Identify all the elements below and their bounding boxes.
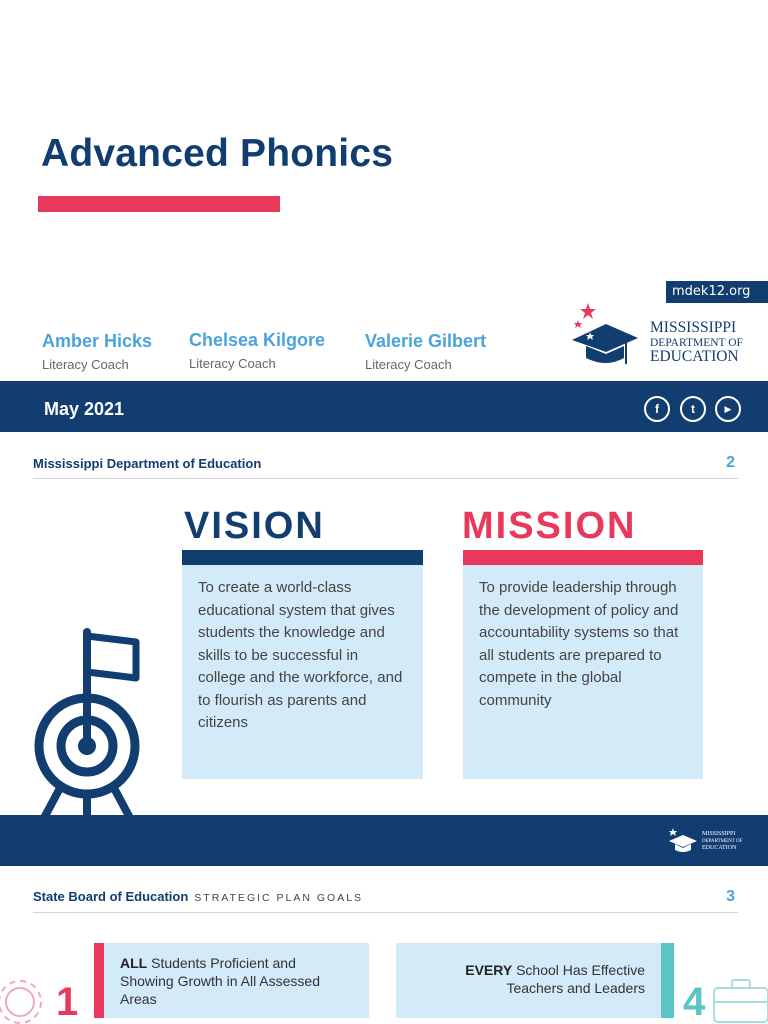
goal-accent-bar (661, 943, 674, 1018)
vision-mission-slide (0, 432, 768, 866)
presenter-2 (189, 330, 325, 371)
mission-heading: MISSION (462, 505, 637, 547)
youtube-glyph: ▶ (717, 398, 739, 420)
presenter-3 (365, 331, 486, 372)
presentation-date: May 2021 (44, 399, 125, 419)
presenter-role: Literacy Coach (189, 356, 276, 371)
slide-header: Mississippi Department of Education (33, 456, 262, 471)
graduation-cap-icon (668, 827, 700, 855)
header-divider (33, 478, 738, 479)
target-flag-icon (30, 628, 145, 818)
presenter-name: Amber Hicks (42, 331, 153, 351)
goal-card-4 (396, 943, 661, 1018)
date-band (0, 381, 768, 432)
footer-logo-line-3: EDUCATION (702, 845, 737, 851)
graduation-cap-icon (570, 302, 650, 372)
title-slide (0, 0, 768, 432)
vision-heading: VISION (184, 505, 325, 547)
presenter-name: Chelsea Kilgore (189, 330, 326, 350)
goal-text: Students Proficient and Showing Growth in All Assessed Areas (120, 955, 320, 1007)
presenter-role: Literacy Coach (42, 357, 129, 372)
footer-logo-line-1: MISSISSIPPI (702, 831, 736, 837)
slide-header-title: State Board of Education (33, 889, 189, 904)
twitter-icon[interactable] (680, 396, 706, 422)
presentation-title: Advanced Phonics (41, 132, 394, 175)
logo-wordmark (650, 320, 743, 365)
goal-lead: EVERY (465, 962, 513, 978)
footer-logo-wordmark (702, 831, 742, 852)
presenter-1 (42, 331, 152, 372)
goal-text: School Has Effective Teachers and Leaders (506, 962, 645, 996)
presenter-role: Literacy Coach (365, 357, 452, 372)
logo-line-2: DEPARTMENT OF (650, 336, 743, 349)
mission-text-box: To provide leadership through the development of policy and accountability systems so that all students are prepared to compete in the global community (463, 565, 703, 779)
presenter-name: Valerie Gilbert (365, 331, 487, 351)
goal-card-1 (104, 943, 369, 1018)
slide-header-subtitle: STRATEGIC PLAN GOALS (194, 892, 364, 904)
goal-number: 1 (56, 980, 79, 1024)
goal-lead: ALL (120, 955, 148, 971)
facebook-icon[interactable] (644, 396, 670, 422)
footer-band (0, 815, 768, 866)
logo-line-3: EDUCATION (650, 348, 739, 365)
page-number: 2 (726, 454, 735, 471)
header-divider (33, 912, 738, 913)
mission-bar (463, 550, 703, 565)
gear-icon (0, 974, 48, 1024)
facebook-glyph: f (646, 398, 668, 420)
title-accent-bar (38, 196, 280, 212)
goal-number: 4 (683, 980, 706, 1024)
briefcase-icon (710, 976, 768, 1024)
vision-text-box: To create a world-class educational system that gives students the knowledge and skills to be successful in college and the workforce, and to flourish as parents and citizens (182, 565, 423, 779)
slide-header (33, 889, 363, 904)
vision-bar (182, 550, 423, 565)
page-number: 3 (726, 888, 735, 905)
strategic-goals-slide (0, 866, 768, 1024)
website-tag[interactable]: mdek12.org (666, 281, 768, 303)
logo-line-1: MISSISSIPPI (650, 319, 737, 336)
footer-logo-line-2: DEPARTMENT OF (702, 839, 743, 844)
goal-accent-bar (94, 943, 104, 1018)
youtube-icon[interactable] (715, 396, 741, 422)
mde-logo (570, 302, 750, 372)
twitter-glyph: t (682, 398, 704, 420)
